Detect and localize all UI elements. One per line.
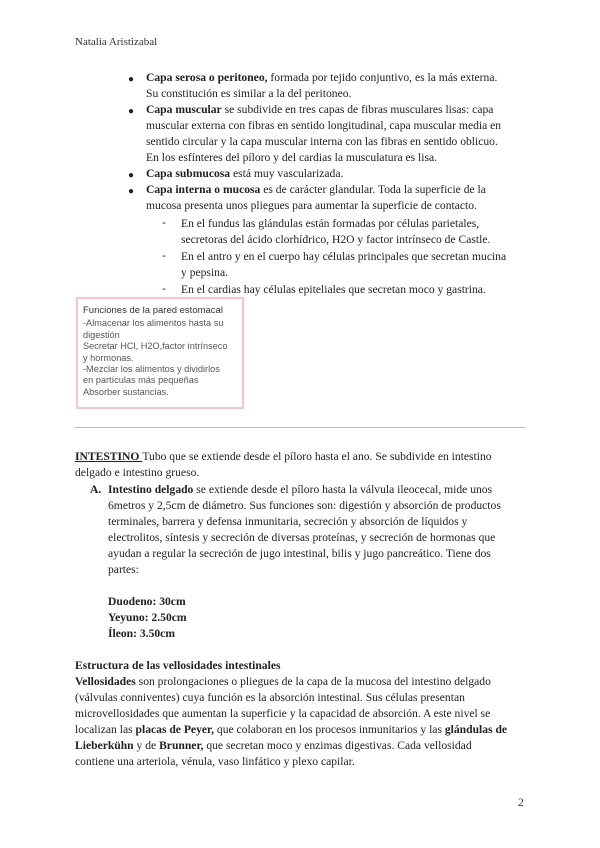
part-ileon: Íleon: 3.50cm (108, 627, 175, 640)
list-item-line: En los esfínteres del píloro y del cardias la musculatura es lisa. (146, 151, 438, 164)
intestino-delgado-item: Intestino delgado se extiende desde el píloro hasta la válvula ileocecal, mide unos (108, 483, 493, 496)
part-duodeno: Duodeno: 30cm (108, 595, 186, 608)
bullet-icon: ● (128, 186, 135, 197)
bullet-icon: ● (128, 74, 135, 85)
text-run: contiene una arteriola, vénula, vaso linfático y plexo capilar. (75, 755, 355, 768)
intestino-intro-line: delgado e intestino grueso. (75, 466, 200, 479)
vellosidades-line (75, 706, 490, 722)
functions-box-line: digestión (83, 329, 120, 340)
text-run: Vellosidades (75, 675, 136, 688)
section-divider (75, 427, 525, 428)
text-run: placas de Peyer, (135, 723, 214, 736)
text-run: glándulas de (444, 723, 508, 736)
text-run: Brunner, (159, 739, 204, 752)
list-marker: A. (90, 483, 102, 496)
list-item-line: Su constitución es similar a la del peritoneo. (146, 87, 352, 100)
text-run: microvellosidades que aumentan la superficie y la capacidad de absorción. A este nivel se (75, 707, 491, 720)
list-item: Capa submucosa está muy vascularizada. (146, 167, 344, 180)
sublist-item-line: y pepsina. (181, 266, 229, 279)
intestino-title: INTESTINO (75, 450, 143, 463)
functions-box-line: en partículas más pequeñas (83, 375, 199, 386)
list-item-line: muscular externa con fibras en sentido longitudinal, capa muscular media en (146, 119, 502, 132)
vellosidades-line (75, 674, 491, 690)
list-item: Capa muscular se subdivide en tres capas de fibras musculares lisas: capa (146, 103, 494, 116)
intestino-delgado-line: terminales, barrera y defensa inmunitaria, secreción y absorción de líquidos y (108, 515, 468, 528)
functions-box-line: Secretar HCl, H2O,factor intrínseco (83, 341, 228, 352)
vellosidades-line (75, 690, 465, 706)
list-item-line: sentido circular y la capa muscular interna con las fibras en sentido oblicuo. (146, 135, 498, 148)
text-run: y de (133, 739, 160, 752)
dash-marker: - (162, 249, 166, 262)
list-item: Capa interna o mucosa es de carácter glandular. Toda la superficie de la (146, 183, 486, 196)
intestino-delgado-line: 6metros y 2,5cm de diámetro. Sus funciones son: digestión y absorción de productos (108, 499, 501, 512)
text-run: que secretan moco y enzimas digestivas. Cada vellosidad (203, 739, 472, 752)
list-item: Capa serosa o peritoneo, formada por tejido conjuntivo, es la más externa. (146, 71, 498, 84)
functions-box-line: -Almacenar los alimentos hasta su (83, 318, 224, 329)
sublist-item: En el fundus las glándulas están formadas por células parietales, (181, 217, 480, 230)
part-yeyuno: Yeyuno: 2.50cm (108, 611, 187, 624)
bullet-icon: ● (128, 170, 135, 181)
functions-box-title: Funciones de la pared estomacal (83, 305, 223, 316)
intestino-delgado-line: partes: (108, 563, 139, 576)
functions-box-line: y hormonas. (83, 352, 134, 363)
vellosidades-line (75, 738, 472, 754)
text-run: localizan las (75, 723, 136, 736)
sublist-item: En el cardias hay células epiteliales que secretan moco y gastrina. (181, 283, 486, 296)
vellosidades-line (75, 754, 355, 770)
dash-marker: - (162, 282, 166, 295)
dash-marker: - (162, 216, 166, 229)
intestino-intro: INTESTINO Tubo que se extiende desde el píloro hasta el ano. Se subdivide en intestino (75, 450, 492, 463)
intestino-delgado-line: ayudan a regular la secreción de jugo intestinal, bilis y jugo pancreático. Tiene dos (108, 547, 491, 560)
functions-box-line: Absorber sustancias. (83, 386, 169, 397)
vellosidades-line (75, 722, 507, 738)
sublist-item-line: secretoras del ácido clorhídrico, H2O y factor intrínseco de Castle. (181, 233, 491, 246)
page-number: 2 (518, 797, 524, 809)
text-run: Lieberkühn (75, 739, 134, 752)
text-run: que colaboran en los procesos inmunitarios y las (214, 723, 445, 736)
sublist-item: En el antro y en el cuerpo hay células principales que secretan mucina (181, 250, 507, 263)
text-run: (válvulas conniventes) cuya función es la absorción intestinal. Sus células presentan (75, 691, 465, 704)
page-header-author: Natalia Aristizabal (75, 36, 158, 48)
list-item-line: mucosa presenta unos pliegues para aumentar la superficie de contacto. (146, 199, 477, 212)
vellosidades-heading: Estructura de las vellosidades intestinales (75, 659, 281, 672)
functions-box (76, 297, 244, 409)
intestino-delgado-line: electrolitos, síntesis y secreción de diversas proteínas, y secreción de hormonas que (108, 531, 496, 544)
bullet-icon: ● (128, 106, 135, 117)
text-run: son prolongaciones o pliegues de la capa de la mucosa del intestino delgado (135, 675, 491, 688)
functions-box-line: -Mezclar los alimentos y dividirlos (83, 364, 220, 375)
